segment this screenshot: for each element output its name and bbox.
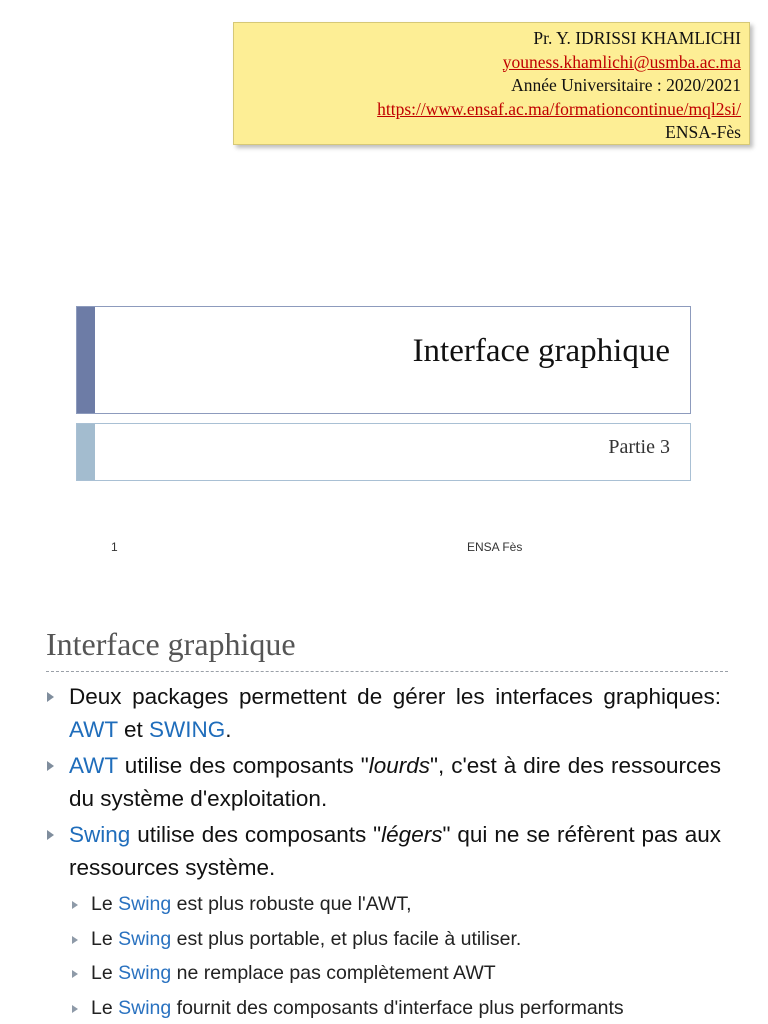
- title-accent-bar: [77, 307, 95, 413]
- sub-bullet-text: Le: [91, 962, 119, 984]
- keyword-swing: Swing: [118, 962, 172, 984]
- bullet-text: .: [225, 717, 232, 742]
- keyword-swing: Swing: [118, 893, 172, 915]
- keyword-swing: SWING: [149, 717, 226, 742]
- title-box: [76, 306, 691, 414]
- slide-heading: Interface graphique: [46, 626, 296, 662]
- sub-bullet-text: Le: [91, 927, 119, 950]
- sub-bullet-item: [44, 887, 721, 922]
- sub-bullet-arrow-icon: [72, 970, 78, 978]
- sub-bullet-item: [44, 922, 721, 957]
- slide-title: Interface graphique: [412, 333, 670, 369]
- subtitle-box: [76, 423, 691, 481]
- bullet-text: Deux packages permettent de gérer les interfaces graphiques:: [69, 684, 721, 709]
- emphasis-text: lourds: [368, 753, 431, 778]
- slide-2: [0, 592, 768, 1024]
- slide-subtitle: Partie 3: [608, 436, 670, 458]
- bullet-text: " qui ne se réfèrent pas aux ressources système.: [69, 822, 722, 880]
- sub-bullet-item: [44, 956, 721, 991]
- sub-bullet-item: [44, 991, 721, 1024]
- keyword-awt: AWT: [69, 717, 118, 742]
- sub-bullet-text: ne remplace pas complètement AWT: [171, 962, 496, 984]
- keyword-swing: Swing: [69, 822, 131, 847]
- bullet-arrow-icon: [47, 830, 54, 840]
- slide-footer: ENSA Fès: [467, 540, 523, 554]
- author-email-link[interactable]: youness.khamlichi@usmba.ac.ma: [502, 51, 741, 72]
- sub-bullet-text: est plus robuste que l'AWT,: [171, 893, 412, 915]
- bullet-text: utilise des composants ": [117, 753, 369, 778]
- heading-divider: [46, 671, 728, 672]
- author-note: [233, 22, 750, 145]
- bullet-item: [44, 749, 721, 815]
- sub-bullet-text: fournit des composants d'interface plus performants: [171, 996, 624, 1019]
- author-name: Pr. Y. IDRISSI KHAMLICHI: [533, 28, 741, 48]
- bullet-arrow-icon: [47, 761, 54, 771]
- subtitle-accent-bar: [77, 424, 95, 480]
- emphasis-text: légers: [381, 822, 443, 847]
- bullet-text: ", c'est à dire des ressources du système d'exploitation.: [69, 753, 721, 811]
- bullet-text: utilise des composants ": [130, 822, 382, 847]
- sub-bullet-arrow-icon: [72, 1005, 78, 1013]
- sub-bullet-text: Le: [91, 996, 119, 1019]
- academic-year: Année Universitaire : 2020/2021: [511, 75, 741, 95]
- course-url-link[interactable]: https://www.ensaf.ac.ma/formationcontinue/mql2si/: [377, 98, 741, 119]
- sub-bullet-arrow-icon: [72, 901, 78, 909]
- keyword-swing: Swing: [118, 927, 172, 950]
- bullet-text: et: [117, 717, 150, 742]
- bullet-list: [44, 680, 721, 1024]
- bullet-item: [44, 680, 721, 746]
- sub-bullet-arrow-icon: [72, 936, 78, 944]
- keyword-awt: AWT: [69, 753, 118, 778]
- bullet-item: [44, 818, 721, 884]
- sub-bullet-text: Le: [91, 893, 119, 915]
- bullet-arrow-icon: [47, 692, 54, 702]
- keyword-swing: Swing: [118, 996, 172, 1019]
- school-name: ENSA-Fès: [665, 122, 741, 142]
- sub-bullet-text: est plus portable, et plus facile à utiliser.: [171, 927, 522, 950]
- page-number: 1: [111, 540, 118, 554]
